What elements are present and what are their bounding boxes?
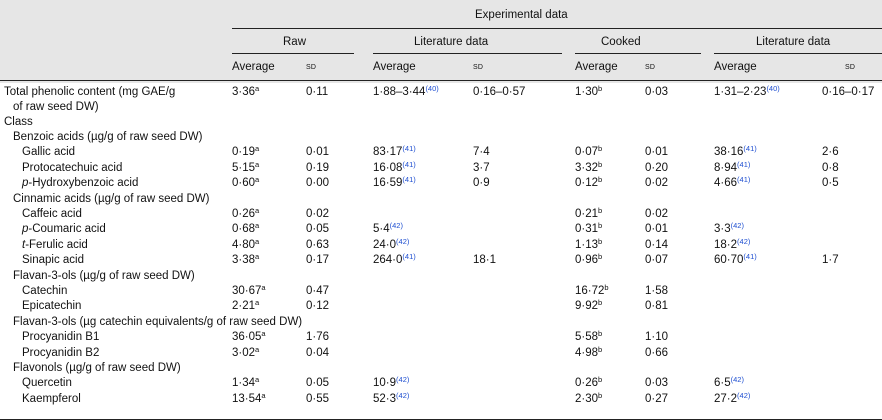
row-name-text: Procyanidin B1 — [22, 331, 100, 344]
raw-average-3-1 — [232, 346, 259, 360]
literature-2-average-1-1-value: 3·3 — [714, 223, 731, 236]
literature-2-average-1-3 — [714, 253, 757, 267]
cooked-average-1-3-value: 0·96 — [575, 254, 599, 267]
raw-average-3-0-value: 36·05 — [232, 331, 262, 344]
total-raw-sd: 0·11 — [306, 86, 329, 98]
cooked-sd-1-2: 0·14 — [645, 238, 669, 251]
group-literature-2-heading: Literature data — [756, 36, 831, 48]
literature-1-average-1-1-marker: (42) — [389, 221, 403, 231]
row-name-4-0 — [22, 376, 72, 390]
total-phenolic-label-line2: of raw seed DW) — [13, 101, 99, 113]
raw-sd-4-1: 0·55 — [306, 392, 330, 405]
row-name-0-2 — [22, 176, 138, 190]
cooked-average-4-0-marker: b — [598, 375, 603, 385]
raw-average-0-2-marker: a — [255, 175, 260, 185]
header-rule-bottom — [0, 80, 882, 81]
total-literature-1-average: 1·88–3·44$^{(40)}$ — [373, 84, 439, 98]
cooked-average-1-3-marker: b — [598, 252, 603, 262]
literature-1-average-0-2-value: 16·59 — [373, 177, 403, 190]
group-title-2: Flavan-3-ols (µg/g of raw seed DW) — [13, 269, 195, 282]
literature-2-average-1-2 — [714, 238, 750, 252]
literature-2-average-0-0-value: 38·16 — [714, 146, 744, 159]
literature-2-average-1-1 — [714, 222, 744, 236]
literature-2-average-1-2-marker: (42) — [737, 236, 751, 246]
literature-1-average-0-2 — [373, 176, 416, 190]
row-name-text: Quercetin — [22, 377, 72, 390]
raw-average-1-0-marker: a — [255, 206, 260, 215]
raw-average-1-0 — [232, 207, 259, 221]
literature-2-average-0-0 — [714, 145, 757, 159]
literature-2-group-rule — [714, 53, 882, 54]
literature-1-average-heading: Average — [373, 61, 416, 73]
literature-2-average-0-0-marker: (41) — [743, 144, 757, 154]
cooked-average-0-1 — [575, 161, 602, 175]
cooked-sd-3-0: 1·10 — [645, 331, 669, 344]
header-rule-top — [232, 28, 882, 29]
cooked-average-3-0-marker: b — [598, 329, 603, 339]
cooked-average-3-0 — [575, 330, 602, 344]
raw-sd-1-0: 0·02 — [306, 208, 330, 220]
row-name-text: Gallic acid — [22, 146, 76, 159]
cooked-average-1-3 — [575, 253, 602, 267]
total-raw-average: $3\cdot 36^a$ — [232, 84, 260, 98]
literature-2-average-4-1-value: 27·2 — [714, 392, 738, 405]
cooked-average-4-1 — [575, 392, 602, 406]
literature-2-average-0-2-value: 4·66 — [714, 177, 738, 190]
cooked-average-0-2 — [575, 176, 602, 190]
raw-sd-2-1: 0·12 — [306, 300, 330, 313]
cooked-average-4-0 — [575, 376, 602, 390]
group-title-0: Benzoic acids (µg/g of raw seed DW) — [13, 131, 203, 143]
row-name-text: Procyanidin B2 — [22, 346, 100, 359]
cooked-average-1-0-marker: b — [598, 206, 603, 215]
cooked-sd-1-3: 0·07 — [645, 254, 669, 267]
literature-1-average-0-0-value: 83·17 — [373, 146, 403, 159]
group-literature-1-heading: Literature data — [414, 36, 489, 48]
raw-average-0-1 — [232, 161, 259, 175]
cooked-average-2-0-value: 16·72 — [575, 285, 605, 297]
cooked-average-4-1-marker: b — [598, 390, 603, 400]
row-name-text: Sinapic acid — [22, 254, 85, 267]
total-cooked-average: $1\cdot 30^b$ — [575, 84, 603, 98]
cooked-average-0-0 — [575, 145, 602, 159]
literature-1-average-1-3-marker: (41) — [402, 252, 416, 262]
raw-average-3-0 — [232, 330, 266, 344]
raw-average-3-1-marker: a — [255, 344, 260, 354]
raw-sd-4-0: 0·05 — [306, 377, 330, 390]
literature-1-group-rule — [373, 53, 562, 54]
literature-2-sd-0-0: 2·6 — [822, 146, 839, 159]
literature-1-average-1-2-marker: (42) — [396, 236, 410, 246]
raw-average-4-0-marker: a — [255, 375, 260, 385]
experimental-data-heading: Experimental data — [475, 9, 568, 21]
raw-average-2-1 — [232, 299, 259, 313]
cooked-average-1-2-marker: b — [598, 236, 603, 246]
raw-average-0-1-value: 5·15 — [232, 161, 256, 174]
raw-average-1-3-value: 3·38 — [232, 254, 256, 267]
cooked-sd-0-0: 0·01 — [645, 146, 669, 159]
raw-average-0-0-marker: a — [255, 144, 260, 154]
cooked-average-4-1-value: 2·30 — [575, 392, 599, 405]
row-name-0-0 — [22, 145, 75, 159]
row-name-text: -Ferulic acid — [25, 238, 88, 251]
literature-1-sd-0-2: 0·9 — [473, 177, 490, 190]
literature-1-average-4-1-value: 52·3 — [373, 392, 397, 405]
raw-average-1-2-value: 4·80 — [232, 238, 256, 251]
total-literature-2-average: 1·31–2·23$^{(40)}$ — [714, 84, 780, 98]
literature-1-average-4-0-marker: (42) — [396, 375, 410, 385]
total-literature-1-sd: 0·16–0·57 — [473, 86, 526, 98]
raw-average-1-2 — [232, 238, 259, 252]
raw-average-3-0-marker: a — [261, 329, 266, 339]
cooked-average-2-0 — [575, 284, 609, 298]
group-title-3: Flavan-3-ols (µg catechin equivalents/g of raw seed DW) — [13, 315, 303, 328]
cooked-sd-0-1: 0·20 — [645, 161, 669, 174]
literature-2-average-4-0-value: 6·5 — [714, 377, 731, 390]
row-name-prefix: p — [22, 223, 29, 236]
literature-2-average-1-2-value: 18·2 — [714, 238, 738, 251]
literature-2-average-4-1 — [714, 392, 750, 406]
cooked-average-0-0-marker: b — [598, 144, 603, 154]
literature-2-average-0-1 — [714, 161, 750, 175]
class-label: Class — [4, 116, 33, 128]
raw-average-1-1 — [232, 222, 259, 236]
cooked-average-3-1-value: 4·98 — [575, 346, 599, 359]
cooked-average-0-2-value: 0·12 — [575, 177, 599, 190]
cooked-average-1-1 — [575, 222, 602, 236]
raw-average-0-0-value: 0·19 — [232, 146, 256, 159]
cooked-average-1-0-value: 0·21 — [575, 208, 599, 220]
row-name-text: Protocatechuic acid — [22, 161, 123, 174]
row-name-text: -Hydroxybenzoic acid — [28, 177, 139, 190]
literature-2-average-0-2 — [714, 176, 750, 190]
row-name-prefix: p — [22, 177, 29, 190]
group-title-1: Cinnamic acids (µg/g of raw seed DW) — [13, 192, 210, 205]
row-name-text: Epicatechin — [22, 300, 82, 313]
cooked-sd-1-0: 0·02 — [645, 208, 669, 220]
cooked-sd-3-1: 0·66 — [645, 346, 669, 359]
literature-2-sd-1-3: 1·7 — [822, 254, 839, 267]
literature-1-average-0-1-value: 16·08 — [373, 161, 403, 174]
raw-average-0-2-value: 0·60 — [232, 177, 256, 190]
row-name-1-3 — [22, 253, 84, 267]
literature-2-sd-0-1: 0·8 — [822, 161, 839, 174]
total-cooked-sd: 0·03 — [645, 86, 669, 98]
literature-1-average-1-2 — [373, 238, 409, 252]
raw-average-4-1 — [232, 392, 266, 406]
literature-1-average-4-1-marker: (42) — [396, 390, 410, 400]
literature-1-sd-0-1: 3·7 — [473, 161, 490, 174]
raw-average-4-0-value: 1·34 — [232, 377, 256, 390]
cooked-average-2-1 — [575, 299, 602, 313]
cooked-sd-0-2: 0·02 — [645, 177, 669, 190]
raw-average-3-1-value: 3·02 — [232, 346, 256, 359]
cooked-sd-2-0: 1·58 — [645, 285, 669, 297]
cooked-average-1-2-value: 1·13 — [575, 238, 599, 251]
raw-sd-3-1: 0·04 — [306, 346, 330, 359]
literature-1-average-0-2-marker: (41) — [402, 175, 416, 185]
literature-2-average-4-1-marker: (42) — [737, 390, 751, 400]
row-name-1-2 — [22, 238, 88, 252]
group-title-4: Flavonols (µg/g of raw seed DW) — [13, 362, 181, 374]
raw-sd-0-0: 0·01 — [306, 146, 330, 159]
raw-average-4-1-value: 13·54 — [232, 392, 262, 405]
cooked-sd-1-1: 0·01 — [645, 223, 669, 236]
literature-1-average-0-1 — [373, 161, 416, 175]
row-name-text: -Coumaric acid — [28, 223, 106, 236]
cooked-sd-2-1: 0·81 — [645, 300, 669, 313]
literature-2-average-0-1-marker: (41) — [737, 159, 751, 169]
raw-average-heading: Average — [232, 61, 275, 73]
literature-2-average-0-2-marker: (41) — [737, 175, 751, 185]
row-name-0-1 — [22, 161, 122, 175]
literature-1-average-0-0-marker: (41) — [402, 144, 416, 154]
total-literature-2-sd: 0·16–0·17 — [822, 86, 875, 98]
literature-2-average-4-0 — [714, 376, 744, 390]
raw-sd-heading: sd — [306, 61, 317, 72]
cooked-sd-4-1: 0·27 — [645, 392, 669, 405]
literature-2-average-1-1-marker: (42) — [730, 221, 744, 231]
literature-1-average-1-1 — [373, 222, 403, 236]
literature-1-average-4-1 — [373, 392, 409, 406]
raw-average-2-0-value: 30·67 — [232, 285, 262, 297]
literature-2-average-0-1-value: 8·94 — [714, 161, 738, 174]
raw-average-4-0 — [232, 376, 259, 390]
cooked-sd-heading: sd — [645, 61, 656, 72]
raw-average-1-2-marker: a — [255, 236, 260, 246]
raw-sd-2-0: 0·47 — [306, 285, 330, 297]
literature-1-average-1-2-value: 24·0 — [373, 238, 397, 251]
cooked-average-2-1-marker: b — [598, 298, 603, 308]
cooked-average-3-1 — [575, 346, 602, 360]
literature-1-sd-0-0: 7·4 — [473, 146, 490, 159]
literature-1-sd-heading: sd — [473, 61, 484, 72]
literature-2-average-4-0-marker: (42) — [730, 375, 744, 385]
row-name-2-0 — [22, 284, 67, 298]
cooked-average-0-1-value: 3·32 — [575, 161, 599, 174]
cooked-average-3-1-marker: b — [598, 344, 603, 354]
literature-2-average-heading: Average — [714, 61, 757, 73]
row-name-text: Caffeic acid — [22, 208, 82, 220]
raw-sd-1-2: 0·63 — [306, 238, 330, 251]
raw-sd-1-3: 0·17 — [306, 254, 330, 267]
raw-average-1-1-marker: a — [255, 221, 260, 231]
row-name-text: Catechin — [22, 285, 68, 297]
group-raw-heading: Raw — [283, 36, 307, 48]
literature-2-sd-heading: sd — [845, 61, 856, 72]
literature-1-average-0-1-marker: (41) — [402, 159, 416, 169]
row-name-prefix: t — [22, 238, 26, 251]
cooked-sd-4-0: 0·03 — [645, 377, 669, 390]
cooked-average-2-1-value: 9·92 — [575, 300, 599, 313]
literature-1-average-1-1-value: 5·4 — [373, 223, 390, 236]
cooked-group-rule — [575, 53, 701, 54]
literature-2-average-1-3-value: 60·70 — [714, 254, 744, 267]
total-phenolic-label-line1: Total phenolic content (mg GAE/g — [4, 86, 176, 98]
literature-1-average-0-0 — [373, 145, 416, 159]
literature-1-average-4-0 — [373, 376, 409, 390]
cooked-average-0-0-value: 0·07 — [575, 146, 599, 159]
literature-2-sd-0-2: 0·5 — [822, 177, 839, 190]
row-name-1-1 — [22, 222, 106, 236]
row-name-2-1 — [22, 299, 81, 313]
cooked-average-0-1-marker: b — [598, 159, 603, 169]
raw-average-2-0 — [232, 284, 266, 298]
raw-average-1-3 — [232, 253, 259, 267]
raw-average-2-1-value: 2·21 — [232, 300, 256, 313]
raw-average-1-1-value: 0·68 — [232, 223, 256, 236]
literature-1-average-1-3 — [373, 253, 416, 267]
raw-sd-0-1: 0·19 — [306, 161, 330, 174]
cooked-average-1-0 — [575, 207, 602, 221]
cooked-average-heading: Average — [575, 61, 618, 73]
cooked-average-1-2 — [575, 238, 602, 252]
raw-average-1-0-value: 0·26 — [232, 208, 256, 220]
raw-average-2-0-marker: a — [261, 283, 266, 292]
row-name-3-1 — [22, 346, 99, 360]
row-name-1-0 — [22, 207, 82, 221]
raw-average-0-0 — [232, 145, 259, 159]
raw-average-2-1-marker: a — [255, 298, 260, 308]
raw-sd-0-2: 0·00 — [306, 177, 330, 190]
cooked-average-4-0-value: 0·26 — [575, 377, 599, 390]
cooked-average-3-0-value: 5·58 — [575, 331, 599, 344]
cooked-average-1-1-marker: b — [598, 221, 603, 231]
raw-sd-3-0: 1·76 — [306, 331, 330, 344]
row-name-text: Kaempferol — [22, 392, 81, 405]
literature-2-average-1-3-marker: (41) — [743, 252, 757, 262]
raw-average-0-2 — [232, 176, 259, 190]
raw-average-1-3-marker: a — [255, 252, 260, 262]
row-name-4-1 — [22, 392, 81, 406]
literature-1-average-4-0-value: 10·9 — [373, 377, 397, 390]
raw-sd-1-1: 0·05 — [306, 223, 330, 236]
raw-group-rule — [232, 53, 354, 54]
literature-1-sd-1-3: 18·1 — [473, 254, 497, 267]
row-name-3-0 — [22, 330, 99, 344]
group-cooked-heading: Cooked — [601, 36, 641, 48]
cooked-average-2-0-marker: b — [604, 283, 609, 292]
cooked-average-1-1-value: 0·31 — [575, 223, 599, 236]
cooked-average-0-2-marker: b — [598, 175, 603, 185]
raw-average-4-1-marker: a — [261, 390, 266, 400]
raw-average-0-1-marker: a — [255, 159, 260, 169]
literature-1-average-1-3-value: 264·0 — [373, 254, 403, 267]
